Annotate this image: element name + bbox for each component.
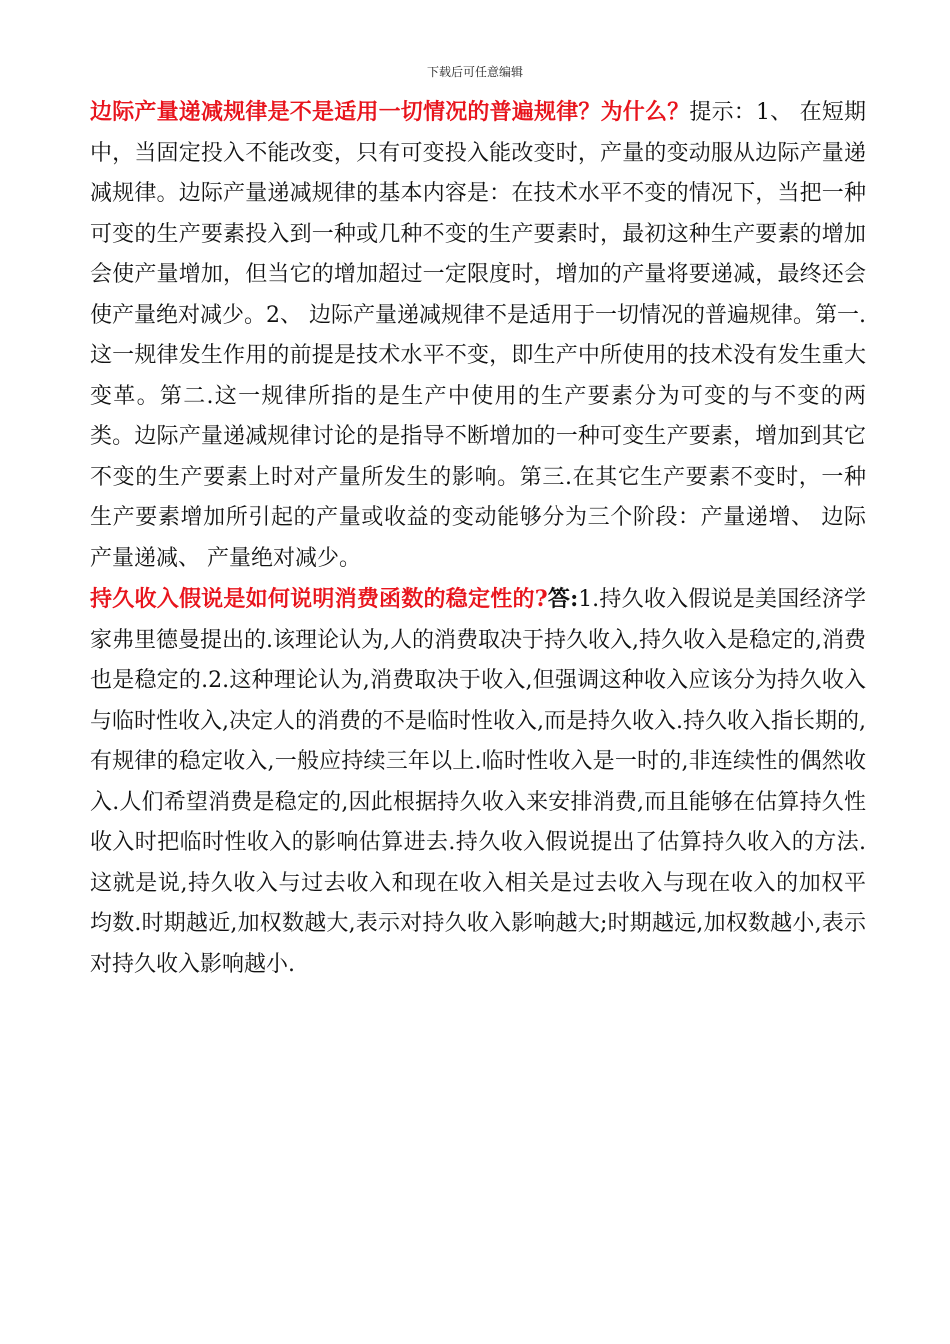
answer-lead: 答: — [547, 586, 579, 612]
question-heading: 边际产量递减规律是不是适用一切情况的普遍规律？为什么？ — [90, 99, 690, 125]
question-heading: 持久收入假说是如何说明消费函数的稳定性的? — [90, 586, 548, 612]
answer-text: 1.持久收入假说是美国经济学家弗里德曼提出的.该理论认为,人的消费取决于持久收入,持久收入是稳定的,消费也是稳定的.2.这种理论认为,消费取决于收入,但强调这种收入应该分为持久收入与临时性收入,决定人的消费的不是临时性收入,而是持久收入.持久收入指长期的,有规律的稳定收入,一般应持续三年以上.临时性收入是一时的,非连续性的偶然收入.人们希望消费是稳定的,因此根据持久收入来安排消费,而且能够在估算持久性收入时把临时性收入的影响估算进去.持久收入假说提出了估算持久收入的方法.这就是说,持久收入与过去收入和现在收入相关是过去收入与现在收入的加权平均数.时期越近,加权数越大,表示对持久收入影响越大;时期越远,加权数越小,表示对持久收入影响越小. — [90, 587, 866, 977]
answer-text: 提示：1、 在短期中，当固定投入不能改变，只有可变投入能改变时，产量的变动服从边际产量递减规律。边际产量递减规律的基本内容是：在技术水平不变的情况下，当把一种可变的生产要素投入到一种或几种不变的生产要素时，最初这种生产要素的增加会使产量增加，但当它的增加超过一定限度时，增加的产量将要递减，最终还会使产量绝对减少。2、 边际产量递减规律不是适用于一切情况的普遍规律。第一.这一规律发生作用的前提是技术水平不变，即生产中所使用的技术没有发生重大变革。第二.这一规律所指的是生产中使用的生产要素分为可变的与不变的两类。边际产量递减规律讨论的是指导不断增加的一种可变生产要素，增加到其它不变的生产要素上时对产量所发生的影响。第三.在其它生产要素不变时，一种生产要素增加所引起的产量或收益的变动能够分为三个阶段：产量递增、 边际产量递减、 产量绝对减少。 — [90, 100, 866, 571]
page-header-note: 下载后可任意编辑 — [426, 65, 523, 79]
qa-section-marginal-product — [90, 92, 866, 579]
document-body — [90, 92, 866, 985]
qa-section-permanent-income — [90, 579, 866, 985]
